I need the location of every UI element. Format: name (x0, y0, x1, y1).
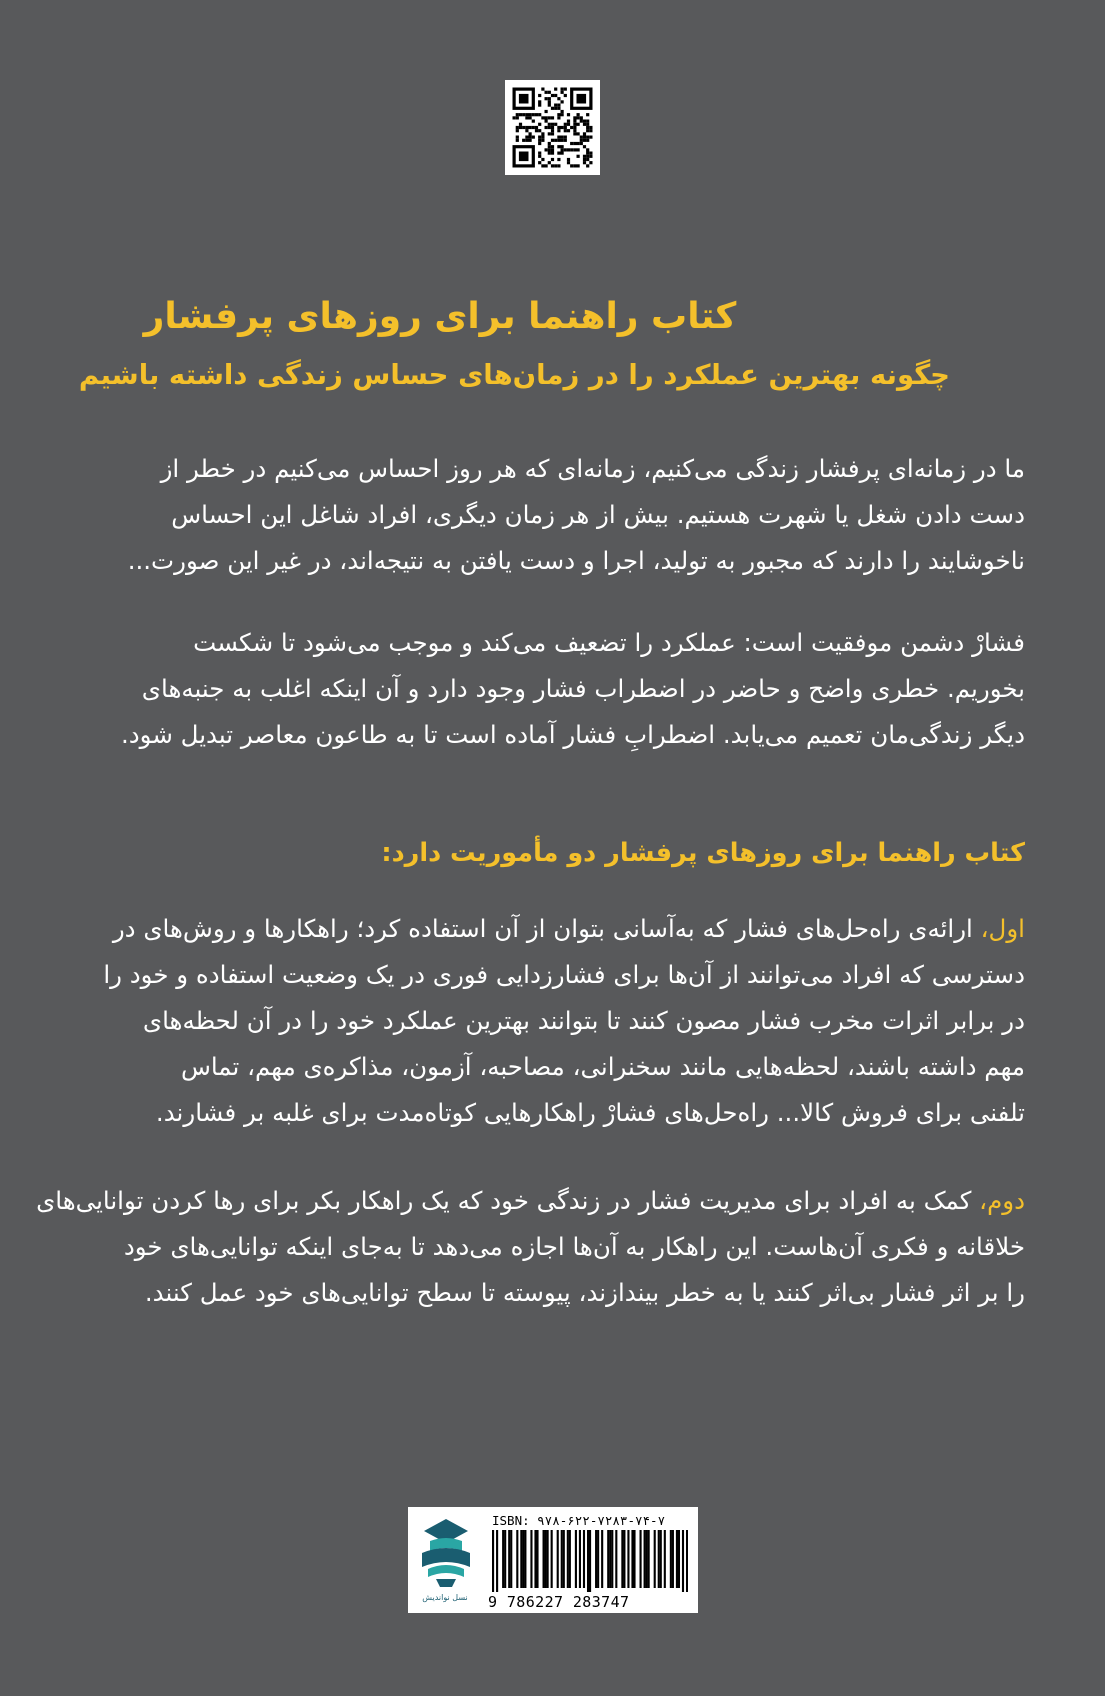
qr-module (554, 88, 557, 91)
qr-module (557, 158, 560, 161)
qr-module (545, 126, 548, 129)
qr-module (548, 161, 551, 164)
qr-module (538, 129, 541, 132)
qr-module (545, 97, 548, 100)
text-line: فشارْ دشمن موفقیت است: عملکرد را تضعیف می‌کند و موجب می‌شود تا شکست (193, 628, 1025, 657)
qr-module (557, 164, 560, 167)
qr-module (538, 100, 541, 103)
qr-module (586, 152, 589, 155)
barcode-digits: 9 786227 283747 (488, 1593, 630, 1611)
qr-module (586, 123, 589, 126)
barcode-bar (597, 1530, 599, 1588)
qr-module (551, 148, 554, 151)
barcode-bar (569, 1530, 571, 1588)
text-line: خلاقانه و فکری آن‌هاست. این راهکار به آن‌ها اجازه می‌دهد تا به‌جای اینکه توانایی‌های خود (123, 1232, 1025, 1261)
barcode-bar (530, 1530, 532, 1588)
qr-module (570, 126, 573, 129)
qr-module (564, 136, 567, 139)
qr-module (557, 113, 560, 116)
qr-module (564, 123, 567, 126)
text-line: دست دادن شغل یا شهرت هستیم. بیش از هر زمان دیگری، افراد شاغل این احساس (171, 500, 1025, 529)
qr-module (586, 126, 589, 129)
qr-module (577, 123, 580, 126)
qr-module (551, 158, 554, 161)
mission-heading: کتاب راهنما برای روزهای پرفشار دو مأموریت دارد: (381, 838, 1025, 868)
qr-module (561, 136, 564, 139)
qr-module (538, 104, 541, 107)
barcode-bar (492, 1530, 494, 1592)
qr-module (567, 120, 570, 123)
barcode-bar (589, 1530, 591, 1592)
barcode-bar (561, 1530, 563, 1588)
qr-module (580, 139, 583, 142)
barcode-bar (607, 1530, 609, 1588)
qr-module (586, 155, 589, 158)
qr-module (557, 97, 560, 100)
qr-module (561, 145, 564, 148)
barcode-bar (615, 1530, 617, 1588)
qr-module (577, 164, 580, 167)
qr-module (586, 120, 589, 123)
barcode-bar (536, 1530, 538, 1588)
qr-finder (519, 152, 529, 162)
qr-module (548, 123, 551, 126)
barcode-bar (654, 1530, 656, 1588)
barcode-bar (676, 1530, 678, 1588)
text-line: ناخوشایند را دارند که مجبور به تولید، اجرا و دست یافتن به نتیجه‌اند، در غیر این صورت... (127, 546, 1025, 575)
barcode-bar (646, 1530, 648, 1588)
qr-module (522, 126, 525, 129)
qr-module (513, 116, 516, 119)
qr-module (525, 116, 528, 119)
text-line: بخوریم. خطری واضح و حاضر در اضطراب فشار وجود دارد و آن اینکه اغلب به جنبه‌های (141, 674, 1025, 703)
qr-module (548, 91, 551, 94)
qr-module (516, 126, 519, 129)
qr-module (545, 120, 548, 123)
qr-module (532, 120, 535, 123)
qr-module (529, 113, 532, 116)
qr-module (564, 148, 567, 151)
text-line: دیگر زندگی‌مان تعمیم می‌یابد. اضطرابِ فشار آماده است تا به طاعون معاصر تبدیل شود. (120, 720, 1025, 749)
barcode-bar (621, 1530, 623, 1588)
qr-module (532, 113, 535, 116)
qr-module (548, 126, 551, 129)
barcode-bar (587, 1530, 589, 1592)
barcode-bar (575, 1530, 577, 1588)
barcode-bar (524, 1530, 526, 1588)
qr-module (564, 94, 567, 97)
qr-module (557, 152, 560, 155)
qr-module (532, 126, 535, 129)
qr-module (557, 116, 560, 119)
qr-module (586, 136, 589, 139)
qr-module (538, 94, 541, 97)
qr-module (561, 152, 564, 155)
qr-module (589, 161, 592, 164)
qr-module (554, 123, 557, 126)
qr-module (583, 139, 586, 142)
qr-module (577, 132, 580, 135)
qr-module (557, 136, 560, 139)
qr-module (580, 142, 583, 145)
barcode-bar (682, 1530, 684, 1592)
qr-module (577, 116, 580, 119)
barcode-bar (583, 1530, 585, 1588)
qr-module (554, 164, 557, 167)
qr-module (535, 126, 538, 129)
qr-module (577, 148, 580, 151)
text-line: ما در زمانه‌ای پرفشار زندگی می‌کنیم، زمانه‌ای که هر روز احساس می‌کنیم در خطر از (160, 454, 1025, 483)
qr-module (557, 129, 560, 132)
qr-module (561, 126, 564, 129)
text-line: در برابر اثرات مخرب فشار مصون کنند تا بتوانند بهترین عملکرد خود را در آن لحظه‌های (142, 1006, 1025, 1035)
intro-paragraph-1 (80, 446, 1025, 584)
qr-module (570, 148, 573, 151)
qr-module (551, 126, 554, 129)
qr-module (573, 116, 576, 119)
barcode-bar (611, 1530, 613, 1588)
publisher-name: نسل نواندیش (422, 1593, 468, 1602)
qr-module (525, 139, 528, 142)
qr-finder (519, 94, 529, 104)
qr-module (561, 113, 564, 116)
qr-module (529, 136, 532, 139)
barcode-bar (545, 1530, 547, 1588)
barcode-bar (686, 1530, 688, 1592)
qr-module (583, 155, 586, 158)
barcode-bar (595, 1530, 597, 1588)
qr-module (532, 136, 535, 139)
qr-module (557, 126, 560, 129)
barcode-bar (496, 1530, 498, 1592)
barcode-bar (520, 1530, 522, 1588)
qr-module (573, 129, 576, 132)
qr-module (548, 116, 551, 119)
text-line (36, 1178, 1025, 1224)
qr-module (589, 136, 592, 139)
qr-module (573, 126, 576, 129)
qr-module (573, 123, 576, 126)
qr-module (551, 152, 554, 155)
barcode-box (408, 1507, 698, 1613)
qr-module (583, 123, 586, 126)
qr-module (554, 107, 557, 110)
qr-module (538, 142, 541, 145)
qr-module (589, 129, 592, 132)
first-line-text: ارائه‌ی راه‌حل‌های فشار که به‌آسانی بتوان از آن استفاده کرد؛ راهکارها و روش‌های در (112, 914, 981, 943)
qr-module (577, 155, 580, 158)
qr-module (561, 139, 564, 142)
qr-module (525, 129, 528, 132)
qr-module (580, 120, 583, 123)
barcode-bar (648, 1530, 650, 1588)
barcode-bar (627, 1530, 629, 1588)
qr-module (573, 142, 576, 145)
barcode-bar (640, 1530, 642, 1588)
qr-module (538, 139, 541, 142)
qr-module (583, 136, 586, 139)
barcode-bar (510, 1530, 512, 1588)
qr-module (538, 113, 541, 116)
qr-module (570, 142, 573, 145)
qr-module (545, 164, 548, 167)
qr-module (522, 113, 525, 116)
qr-module (557, 139, 560, 142)
qr-module (545, 110, 548, 113)
qr-module (583, 161, 586, 164)
qr-module (548, 152, 551, 155)
barcode-bar (660, 1530, 662, 1588)
qr-module (548, 148, 551, 151)
qr-module (583, 132, 586, 135)
qr-module (548, 104, 551, 107)
qr-module (529, 132, 532, 135)
qr-module (557, 104, 560, 107)
qr-module (586, 139, 589, 142)
barcode-bar (543, 1530, 545, 1588)
qr-module (545, 116, 548, 119)
qr-module (583, 120, 586, 123)
barcode-bar (522, 1530, 524, 1588)
barcode-bar (672, 1530, 674, 1588)
qr-module (525, 113, 528, 116)
qr-module (525, 136, 528, 139)
first-lead: اول، (980, 914, 1025, 943)
text-line: تلفنی برای فروش کالا... راه‌حل‌های فشارْ راهکارهایی کوتاه‌مدت برای غلبه بر فشارند. (155, 1098, 1025, 1127)
barcode-bar (551, 1530, 553, 1588)
qr-module (541, 136, 544, 139)
text-line: را بر اثر فشار بی‌اثر کنند یا به خطر بیندازند، پیوسته تا سطح توانایی‌های خود عمل کنند. (144, 1278, 1025, 1307)
qr-module (589, 126, 592, 129)
qr-module (538, 161, 541, 164)
qr-module (567, 161, 570, 164)
barcode-bar (644, 1530, 646, 1588)
isbn-label: ISBN: ۹۷۸-۶۲۲-۷۲۸۳-۷۴-۷ (492, 1513, 666, 1528)
qr-module (548, 142, 551, 145)
second-line-text: کمک به افراد برای مدیریت فشار در زندگی خود که یک راهکار بکر برای رها کردن توانایی‌های (36, 1186, 980, 1215)
qr-module (551, 132, 554, 135)
qr-module (551, 145, 554, 148)
barcode-bar (508, 1530, 510, 1588)
qr-module (548, 132, 551, 135)
qr-module (573, 132, 576, 135)
qr-module (573, 120, 576, 123)
intro-paragraph-2 (80, 620, 1025, 758)
qr-module (561, 110, 564, 113)
qr-module (561, 88, 564, 91)
qr-module (541, 132, 544, 135)
text-line (80, 906, 1025, 952)
text-line: مهم داشته باشند، لحظه‌هایی مانند سخنرانی، مصاحبه، آزمون، مذاکره‌ی مهم، تماس (180, 1052, 1025, 1081)
qr-module (580, 136, 583, 139)
barcode-bar (633, 1530, 635, 1588)
barcode-bar (670, 1530, 672, 1588)
qr-module (567, 158, 570, 161)
qr-module (561, 91, 564, 94)
qr-module (564, 88, 567, 91)
barcode-bar (516, 1530, 518, 1588)
qr-module (538, 152, 541, 155)
barcode-bar (557, 1530, 559, 1588)
barcode-bar (631, 1530, 633, 1588)
book-subtitle: چگونه بهترین عملکرد را در زمان‌های حساس زندگی داشته باشیم (78, 359, 950, 391)
qr-module (561, 100, 564, 103)
qr-module (567, 113, 570, 116)
qr-module (557, 107, 560, 110)
qr-module (589, 155, 592, 158)
barcode-bar (609, 1530, 611, 1588)
qr-module (551, 94, 554, 97)
mission-first-paragraph (80, 906, 1025, 1136)
qr-module (529, 139, 532, 142)
qr-module (516, 136, 519, 139)
qr-module (538, 136, 541, 139)
publisher-logo (416, 1517, 476, 1593)
qr-module (516, 116, 519, 119)
qr-module (586, 148, 589, 151)
barcode (492, 1530, 688, 1592)
qr-module (564, 129, 567, 132)
qr-module (561, 148, 564, 151)
barcode-bar (504, 1530, 506, 1588)
qr-module (522, 139, 525, 142)
qr-module (519, 126, 522, 129)
text-line: دسترسی که افراد می‌توانند از آن‌ها برای فشارزدایی فوری در یک وضعیت استفاده و خود را (103, 960, 1025, 989)
qr-module (525, 126, 528, 129)
barcode-bar (664, 1530, 666, 1588)
qr-module (538, 155, 541, 158)
qr-module (586, 164, 589, 167)
qr-module (538, 123, 541, 126)
barcode-bar (502, 1530, 504, 1588)
qr-code (505, 80, 600, 175)
qr-module (535, 113, 538, 116)
qr-module (551, 116, 554, 119)
barcode-bar (534, 1530, 536, 1588)
qr-module (529, 116, 532, 119)
qr-module (573, 148, 576, 151)
qr-module (551, 164, 554, 167)
barcode-bar (623, 1530, 625, 1588)
qr-module (541, 88, 544, 91)
qr-module (557, 145, 560, 148)
qr-module (564, 126, 567, 129)
qr-module (567, 129, 570, 132)
qr-module (516, 129, 519, 132)
qr-module (519, 113, 522, 116)
barcode-bar (563, 1530, 565, 1588)
qr-module (577, 113, 580, 116)
qr-module (554, 139, 557, 142)
qr-module (583, 158, 586, 161)
qr-module (519, 123, 522, 126)
qr-module (567, 123, 570, 126)
qr-module (541, 158, 544, 161)
book-title: کتاب راهنما برای روزهای پرفشار (143, 296, 737, 337)
qr-module (516, 139, 519, 142)
qr-module (545, 148, 548, 151)
qr-module (577, 142, 580, 145)
qr-finder (577, 94, 587, 104)
qr-module (586, 129, 589, 132)
barcode-bar (567, 1530, 569, 1588)
qr-module (551, 123, 554, 126)
qr-module (548, 100, 551, 103)
qr-module (573, 164, 576, 167)
barcode-bar (579, 1530, 581, 1588)
qr-module (564, 139, 567, 142)
barcode-bar (658, 1530, 660, 1588)
qr-module (535, 129, 538, 132)
mission-second-paragraph (36, 1178, 1025, 1316)
qr-module (529, 126, 532, 129)
qr-module (548, 145, 551, 148)
qr-module (551, 139, 554, 142)
qr-module (545, 91, 548, 94)
qr-module (516, 113, 519, 116)
qr-module (541, 139, 544, 142)
barcode-bar (547, 1530, 549, 1588)
qr-module (586, 113, 589, 116)
qr-module (570, 164, 573, 167)
qr-module (554, 104, 557, 107)
qr-module (567, 148, 570, 151)
qr-module (541, 116, 544, 119)
qr-module (551, 107, 554, 110)
qr-module (583, 145, 586, 148)
barcode-bar (601, 1530, 603, 1588)
qr-module (589, 152, 592, 155)
qr-module (541, 164, 544, 167)
second-lead: دوم، (979, 1186, 1025, 1215)
qr-module (554, 94, 557, 97)
qr-module (548, 97, 551, 100)
qr-module (586, 158, 589, 161)
qr-module (580, 116, 583, 119)
barcode-bar (678, 1530, 680, 1588)
qr-module (551, 129, 554, 132)
